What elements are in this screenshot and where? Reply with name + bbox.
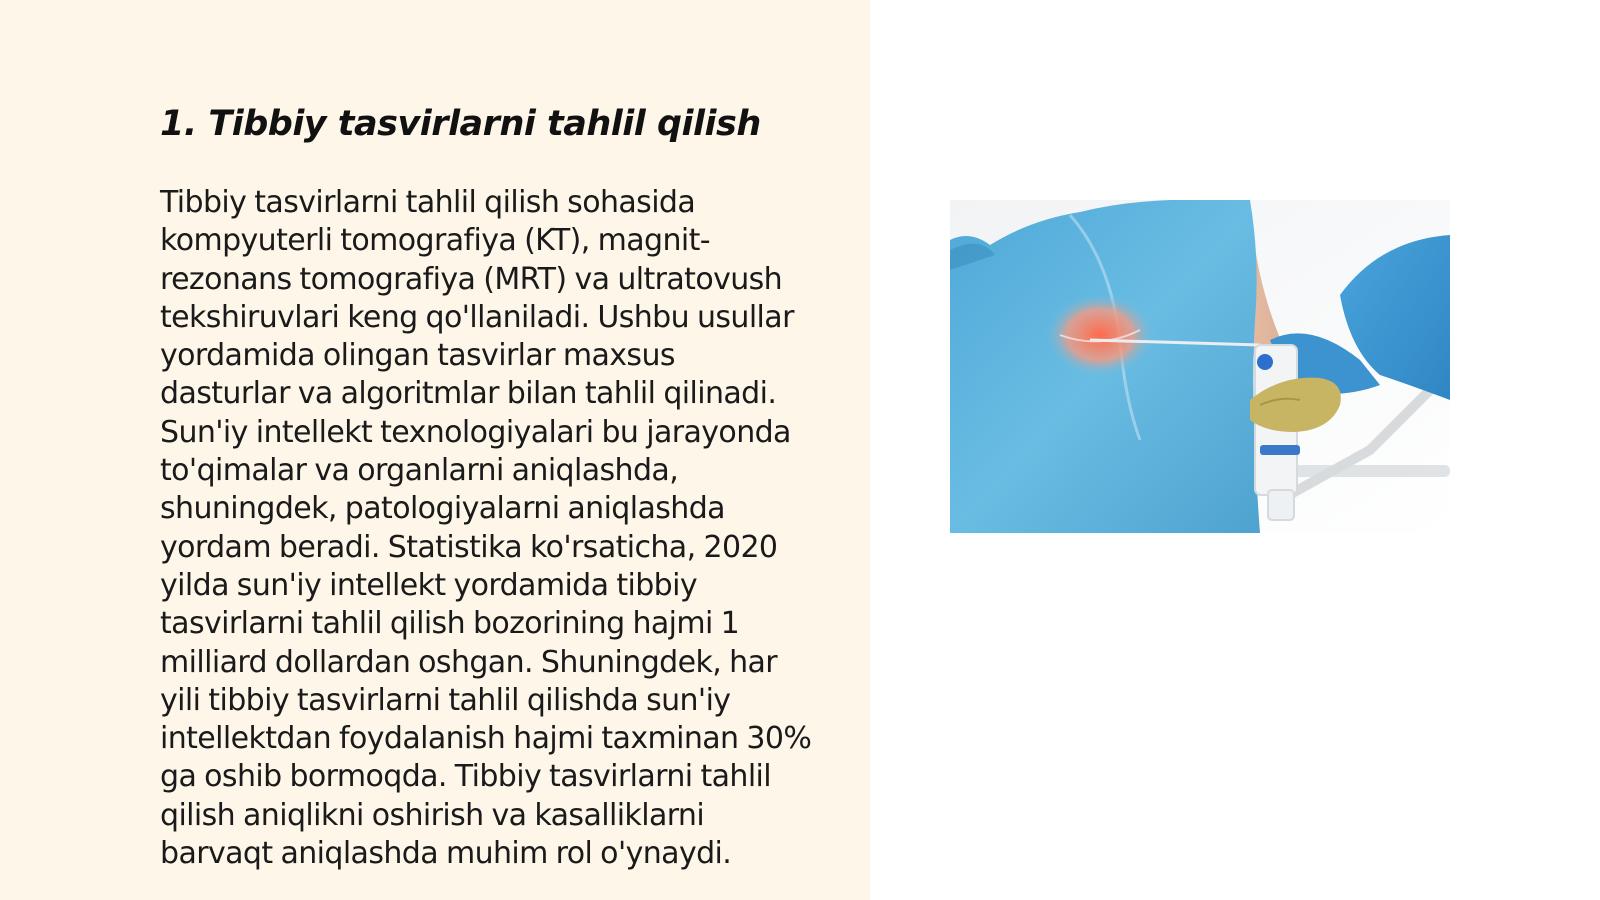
- body-line: yilda sun'iy intellekt yordamida tibbiy: [160, 567, 698, 603]
- body-line: tekshiruvlari keng qo'llaniladi. Ushbu usullar: [160, 299, 794, 335]
- body-line: Sun'iy intellekt texnologiyalari bu jarayonda: [160, 414, 791, 450]
- body-line: yili tibbiy tasvirlarni tahlil qilishda sun'iy: [160, 682, 731, 718]
- slide-title: 1. Tibbiy tasvirlarni tahlil qilish: [160, 104, 761, 144]
- body-line: milliard dollardan oshgan. Shuningdek, har: [160, 644, 778, 680]
- body-line: Tibbiy tasvirlarni tahlil qilish sohasida: [160, 185, 696, 220]
- body-line: kompyuterli tomografiya (KT), magnit-: [160, 223, 711, 259]
- body-line: intellektdan foydalanish hajmi taxminan 30%: [160, 721, 812, 757]
- body-line: yordam beradi. Statistika ko'rsaticha, 2020: [160, 529, 778, 565]
- body-line: shuningdek, patologiyalarni aniqlashda: [160, 491, 725, 527]
- body-line: barvaqt aniqlashda muhim rol o'ynaydi.: [160, 836, 732, 872]
- slide-body-text: [160, 184, 840, 873]
- body-line: tasvirlarni tahlil qilish bozorining hajmi 1: [160, 606, 740, 642]
- syringe-ring: [1260, 445, 1300, 455]
- syringe-cap: [1257, 354, 1273, 370]
- body-line: yordamida olingan tasvirlar maxsus: [160, 338, 675, 374]
- syringe-plunger: [1268, 490, 1294, 520]
- body-line: rezonans tomografiya (MRT) va ultratovush: [160, 261, 783, 297]
- body-line: qilish aniqlikni oshirish va kasalliklarni: [160, 797, 705, 833]
- medical-procedure-image: [950, 200, 1450, 533]
- body-line: ga oshib bormoqda. Tibbiy tasvirlarni tahlil: [160, 759, 772, 795]
- body-line: to'qimalar va organlarni aniqlashda,: [160, 453, 679, 489]
- medical-procedure-illustration: [950, 200, 1450, 533]
- body-line: dasturlar va algoritmlar bilan tahlil qilinadi.: [160, 376, 777, 412]
